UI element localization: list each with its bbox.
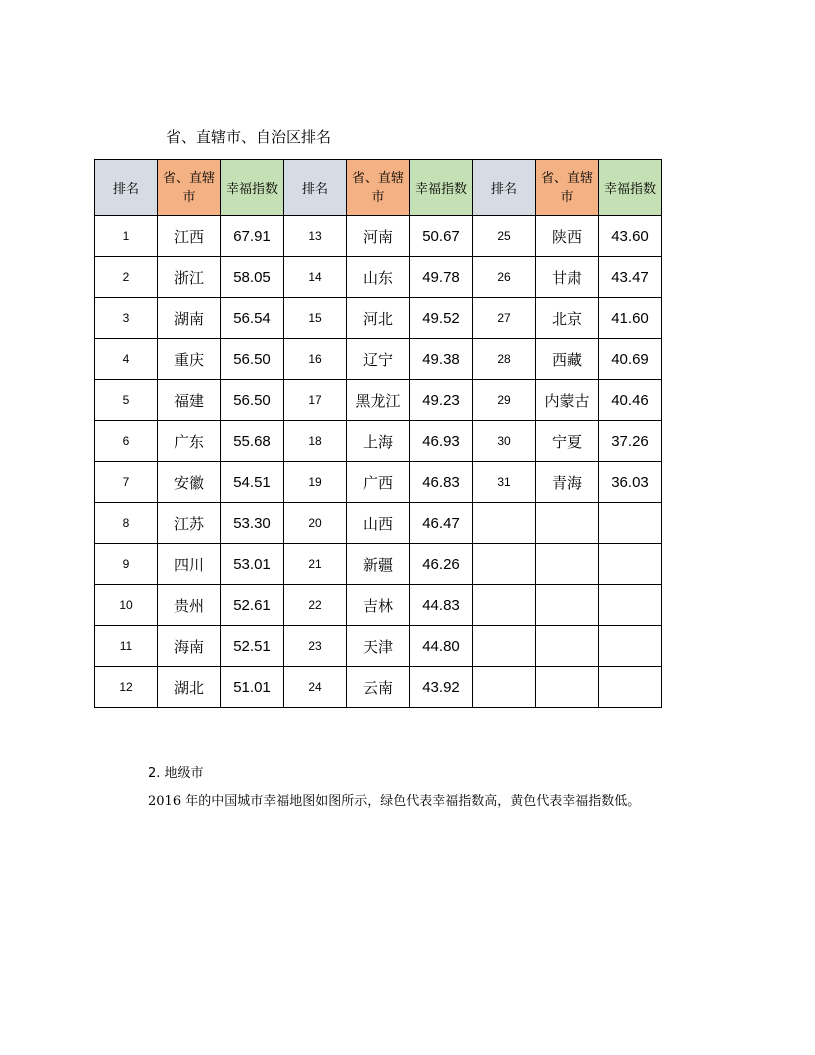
table-row [95,298,662,339]
rank-cell: 19 [284,462,347,503]
province-cell: 山西 [347,503,410,544]
index-cell: 50.67 [410,216,473,257]
table-row [95,339,662,380]
province-cell: 上海 [347,421,410,462]
rank-cell: 16 [284,339,347,380]
table-row [95,380,662,421]
province-cell: 宁夏 [536,421,599,462]
index-cell: 54.51 [221,462,284,503]
index-cell: 46.83 [410,462,473,503]
province-cell: 云南 [347,667,410,708]
index-cell: 51.01 [221,667,284,708]
rank-cell: 27 [473,298,536,339]
rank-cell: 28 [473,339,536,380]
table-row [95,216,662,257]
province-cell: 天津 [347,626,410,667]
rank-cell: 8 [95,503,158,544]
index-cell: 43.92 [410,667,473,708]
rank-cell [473,503,536,544]
index-cell [599,626,662,667]
index-cell: 58.05 [221,257,284,298]
header-rank: 排名 [473,160,536,216]
province-cell: 河南 [347,216,410,257]
index-cell: 56.50 [221,339,284,380]
index-cell: 53.30 [221,503,284,544]
rank-cell: 15 [284,298,347,339]
province-cell [536,667,599,708]
province-cell [536,544,599,585]
province-cell: 广西 [347,462,410,503]
rank-cell: 30 [473,421,536,462]
header-rank: 排名 [284,160,347,216]
rank-cell: 21 [284,544,347,585]
province-cell: 贵州 [158,585,221,626]
index-cell: 67.91 [221,216,284,257]
rank-cell: 13 [284,216,347,257]
rank-cell: 26 [473,257,536,298]
rank-cell [473,667,536,708]
index-cell: 46.47 [410,503,473,544]
province-cell: 重庆 [158,339,221,380]
province-cell: 安徽 [158,462,221,503]
table-row [95,544,662,585]
index-cell: 37.26 [599,421,662,462]
index-cell: 46.93 [410,421,473,462]
index-cell: 52.61 [221,585,284,626]
header-province: 省、直辖 市 [536,160,599,216]
header-index: 幸福指数 [599,160,662,216]
index-cell: 41.60 [599,298,662,339]
rank-cell: 17 [284,380,347,421]
province-cell: 吉林 [347,585,410,626]
header-index: 幸福指数 [410,160,473,216]
index-cell: 40.46 [599,380,662,421]
index-cell: 43.60 [599,216,662,257]
index-cell: 56.54 [221,298,284,339]
province-cell: 湖南 [158,298,221,339]
index-cell: 53.01 [221,544,284,585]
index-cell [599,585,662,626]
header-rank: 排名 [95,160,158,216]
index-cell: 49.52 [410,298,473,339]
index-cell: 44.83 [410,585,473,626]
index-cell: 44.80 [410,626,473,667]
rank-cell: 10 [95,585,158,626]
sub-heading: 2. 地级市 [148,766,204,781]
index-cell: 36.03 [599,462,662,503]
province-cell: 内蒙古 [536,380,599,421]
index-cell: 46.26 [410,544,473,585]
index-cell [599,544,662,585]
province-cell [536,503,599,544]
province-cell: 江苏 [158,503,221,544]
province-cell [536,626,599,667]
index-cell: 55.68 [221,421,284,462]
header-province: 省、直辖 市 [347,160,410,216]
province-cell: 四川 [158,544,221,585]
province-ranking-table [94,159,662,708]
rank-cell: 7 [95,462,158,503]
rank-cell: 29 [473,380,536,421]
province-cell: 浙江 [158,257,221,298]
province-cell: 陕西 [536,216,599,257]
rank-cell: 1 [95,216,158,257]
province-cell: 西藏 [536,339,599,380]
province-cell: 青海 [536,462,599,503]
rank-cell [473,626,536,667]
province-cell: 广东 [158,421,221,462]
rank-cell: 9 [95,544,158,585]
rank-cell: 20 [284,503,347,544]
index-cell: 52.51 [221,626,284,667]
province-cell: 河北 [347,298,410,339]
rank-cell: 6 [95,421,158,462]
header-index: 幸福指数 [221,160,284,216]
index-cell: 49.78 [410,257,473,298]
province-cell [536,585,599,626]
rank-cell: 5 [95,380,158,421]
rank-cell: 2 [95,257,158,298]
province-cell: 甘肃 [536,257,599,298]
province-cell: 海南 [158,626,221,667]
province-cell: 湖北 [158,667,221,708]
rank-cell: 31 [473,462,536,503]
province-cell: 福建 [158,380,221,421]
province-cell: 新疆 [347,544,410,585]
index-cell [599,503,662,544]
body-paragraph: 2016 年的中国城市幸福地图如图所示，绿色代表幸福指数高，黄色代表幸福指数低。 [148,794,641,809]
table-row [95,421,662,462]
rank-cell [473,585,536,626]
table-row [95,585,662,626]
index-cell [599,667,662,708]
table-header-row [95,160,662,216]
province-cell: 北京 [536,298,599,339]
rank-cell: 24 [284,667,347,708]
rank-cell: 22 [284,585,347,626]
province-cell: 江西 [158,216,221,257]
index-cell: 43.47 [599,257,662,298]
table-row [95,257,662,298]
table-row [95,667,662,708]
rank-cell [473,544,536,585]
index-cell: 49.23 [410,380,473,421]
header-province: 省、直辖 市 [158,160,221,216]
province-cell: 山东 [347,257,410,298]
index-cell: 56.50 [221,380,284,421]
rank-cell: 4 [95,339,158,380]
rank-cell: 11 [95,626,158,667]
rank-cell: 18 [284,421,347,462]
section-title: 省、直辖市、自治区排名 [166,128,332,146]
table-row [95,462,662,503]
rank-cell: 3 [95,298,158,339]
rank-cell: 14 [284,257,347,298]
table-row [95,503,662,544]
index-cell: 40.69 [599,339,662,380]
rank-cell: 25 [473,216,536,257]
index-cell: 49.38 [410,339,473,380]
province-cell: 辽宁 [347,339,410,380]
province-cell: 黑龙江 [347,380,410,421]
rank-cell: 12 [95,667,158,708]
rank-cell: 23 [284,626,347,667]
table-row [95,626,662,667]
